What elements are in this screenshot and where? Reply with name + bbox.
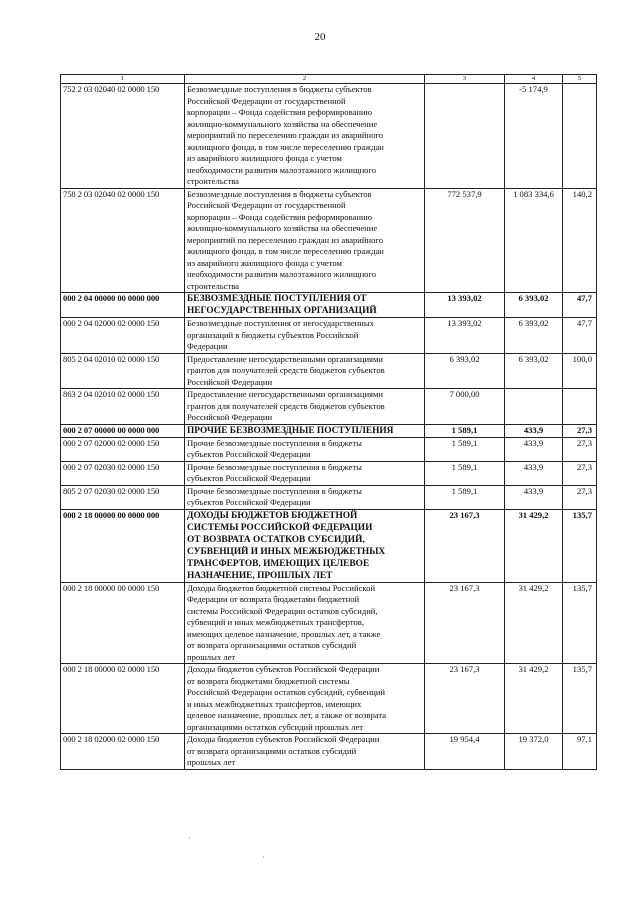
percent-cell: 135,7	[563, 582, 597, 664]
budget-code-cell: 752 2 03 02040 02 0000 150	[61, 84, 185, 189]
budget-code-cell: 000 2 07 02000 02 0000 150	[61, 437, 185, 461]
revenue-name-line: жилищно-коммунального хозяйства на обеспечение	[187, 118, 378, 129]
revenue-name-line: грантов для получателей средств бюджетов субъектов	[187, 400, 385, 411]
revenue-name-line: организаций в бюджеты субъектов Российской	[187, 329, 359, 340]
actual-amount-cell: 31 429,2	[505, 664, 563, 734]
column-number: 5	[563, 75, 597, 84]
plan-amount-cell: 6 393,02	[425, 353, 505, 389]
table-row	[61, 509, 597, 582]
plan-amount-cell: 1 589,1	[425, 461, 505, 485]
revenue-name-line: Российской Федерации	[187, 376, 273, 387]
actual-amount-cell: 31 429,2	[505, 582, 563, 664]
actual-amount-cell: 6 393,02	[505, 293, 563, 318]
revenue-name-line: Федерации от возврата бюджетами бюджетной	[187, 594, 360, 604]
revenue-name-line: Российской Федерации от государственной	[187, 95, 346, 106]
plan-amount-cell: 7 000,00	[425, 389, 505, 425]
revenue-name-line: Российской Федерации остатков субсидий, субвенций	[187, 687, 386, 697]
percent-cell: 27,3	[563, 485, 597, 509]
plan-amount-cell: 23 167,3	[425, 664, 505, 734]
plan-amount-cell: 1 589,1	[425, 437, 505, 461]
revenue-name-line: Доходы бюджетов субъектов Российской Федерации	[187, 734, 380, 744]
budget-code-cell: 000 2 07 00000 00 0000 000	[61, 424, 185, 437]
column-number-row	[61, 75, 597, 84]
revenue-name-cell	[185, 734, 425, 770]
percent-cell: 97,1	[563, 734, 597, 770]
revenue-name-line: Предоставление негосударственными организациями	[187, 353, 384, 364]
percent-cell	[563, 389, 597, 425]
column-number: 1	[61, 75, 185, 84]
scan-speck: ·	[262, 852, 265, 862]
revenue-name-cell	[185, 84, 425, 189]
actual-amount-cell: 1 083 334,6	[505, 188, 563, 293]
budget-code-cell: 000 2 18 02000 02 0000 150	[61, 734, 185, 770]
revenue-name-line: Прочие безвозмездные поступления в бюджеты	[187, 437, 362, 448]
revenue-name-line: прошлых лет	[187, 651, 236, 662]
revenue-name-line: целевое назначение, прошлых лет, а также от возврата	[187, 710, 387, 720]
column-number: 3	[425, 75, 505, 84]
revenue-name-line: БЕЗВОЗМЕЗДНЫЕ ПОСТУПЛЕНИЯ ОТ	[187, 294, 367, 304]
revenue-name-line: мероприятий по переселению граждан из аварийного	[187, 234, 384, 245]
revenue-name-line: Безвозмездные поступления от негосударственных	[187, 318, 374, 328]
budget-code-cell: 758 2 03 02040 02 0000 150	[61, 188, 185, 293]
revenue-name-cell	[185, 485, 425, 509]
revenue-name-cell	[185, 437, 425, 461]
revenue-name-line: прошлых лет	[187, 757, 236, 767]
revenue-name-line: НАЗНАЧЕНИЕ, ПРОШЛЫХ ЛЕТ	[187, 570, 333, 581]
percent-cell: 47,7	[563, 293, 597, 318]
revenue-name-line: корпорации – Фонда содействия реформированию	[187, 107, 372, 117]
actual-amount-cell: 6 393,02	[505, 318, 563, 354]
revenue-name-line: строительства	[187, 280, 239, 291]
revenue-name-line: Доходы бюджетов субъектов Российской Федерации	[187, 664, 380, 674]
budget-code-cell: 000 2 18 00000 00 0000 000	[61, 509, 185, 582]
plan-amount-cell: 23 167,3	[425, 582, 505, 664]
revenue-name-line: мероприятий по переселению граждан из аварийного	[187, 130, 384, 140]
revenue-name-cell	[185, 188, 425, 293]
plan-amount-cell: 19 954,4	[425, 734, 505, 770]
revenue-name-cell	[185, 582, 425, 664]
percent-cell: 135,7	[563, 509, 597, 582]
actual-amount-cell: 19 372,0	[505, 734, 563, 770]
table-row	[61, 188, 597, 293]
revenue-name-line: имеющих целевое назначение, прошлых лет, а также	[187, 628, 381, 639]
budget-code-cell: 000 2 07 02030 02 0000 150	[61, 461, 185, 485]
revenue-table	[60, 74, 597, 770]
budget-code-cell: 000 2 04 00000 00 0000 000	[61, 293, 185, 318]
percent-cell: 27,3	[563, 437, 597, 461]
revenue-name-cell	[185, 389, 425, 425]
table-row	[61, 437, 597, 461]
percent-cell: 47,7	[563, 318, 597, 354]
percent-cell	[563, 84, 597, 189]
revenue-name-line: от возврата бюджетами бюджетной системы	[187, 675, 350, 686]
revenue-name-line: ДОХОДЫ БЮДЖЕТОВ БЮДЖЕТНОЙ	[187, 510, 358, 521]
revenue-name-line: из аварийного жилищного фонда с учетом	[187, 153, 342, 163]
revenue-name-line: Прочие безвозмездные поступления в бюджеты	[187, 461, 362, 472]
scan-speck: ·	[188, 833, 191, 843]
revenue-name-line: от возврата организациями остатков субсидий	[187, 640, 357, 650]
actual-amount-cell: 6 393,02	[505, 353, 563, 389]
revenue-name-cell	[185, 664, 425, 734]
actual-amount-cell	[505, 389, 563, 425]
revenue-name-line: ПРОЧИЕ БЕЗВОЗМЕЗДНЫЕ ПОСТУПЛЕНИЯ	[187, 425, 394, 436]
column-number: 4	[505, 75, 563, 84]
revenue-name-line: жилищного фонда, в том числе переселению граждан	[187, 141, 384, 152]
table-row	[61, 353, 597, 389]
table-row	[61, 582, 597, 664]
table-row	[61, 664, 597, 734]
revenue-name-line: и иных межбюджетных трансфертов, имеющих	[187, 698, 362, 709]
revenue-name-line: Прочие безвозмездные поступления в бюджеты	[187, 485, 362, 496]
revenue-name-line: НЕГОСУДАРСТВЕННЫХ ОРГАНИЗАЦИЙ	[187, 306, 377, 316]
plan-amount-cell: 1 589,1	[425, 485, 505, 509]
actual-amount-cell: 433,9	[505, 424, 563, 437]
percent-cell: 100,0	[563, 353, 597, 389]
actual-amount-cell: -5 174,9	[505, 84, 563, 189]
table-row	[61, 461, 597, 485]
revenue-name-line: СУБВЕНЦИЙ И ИНЫХ МЕЖБЮДЖЕТНЫХ	[187, 546, 386, 557]
plan-amount-cell: 772 537,9	[425, 188, 505, 293]
table-row	[61, 485, 597, 509]
actual-amount-cell: 433,9	[505, 461, 563, 485]
actual-amount-cell: 433,9	[505, 437, 563, 461]
revenue-name-line: строительства	[187, 176, 239, 186]
revenue-name-cell	[185, 318, 425, 354]
revenue-name-line: грантов для получателей средств бюджетов субъектов	[187, 365, 385, 375]
revenue-name-line: СИСТЕМЫ РОССИЙСКОЙ ФЕДЕРАЦИИ	[187, 522, 373, 533]
revenue-name-line: Предоставление негосударственными организациями	[187, 389, 384, 399]
revenue-name-cell	[185, 461, 425, 485]
revenue-name-line: субъектов Российской Федерации	[187, 473, 311, 483]
percent-cell: 27,3	[563, 461, 597, 485]
plan-amount-cell: 13 393,02	[425, 293, 505, 318]
budget-code-cell: 805 2 04 02010 02 0000 150	[61, 353, 185, 389]
percent-cell: 27,3	[563, 424, 597, 437]
revenue-name-line: Российской Федерации	[187, 412, 273, 422]
percent-cell: 140,2	[563, 188, 597, 293]
revenue-name-line: ОТ ВОЗВРАТА ОСТАТКОВ СУБСИДИЙ,	[187, 534, 365, 545]
page-number: 20	[314, 31, 326, 43]
revenue-name-line: необходимости развития малоэтажного жилищного	[187, 164, 377, 175]
revenue-name-cell	[185, 293, 425, 318]
budget-code-cell: 000 2 18 00000 02 0000 150	[61, 664, 185, 734]
budget-code-cell: 000 2 04 02000 02 0000 150	[61, 318, 185, 354]
revenue-name-cell	[185, 509, 425, 582]
revenue-name-line: из аварийного жилищного фонда с учетом	[187, 257, 342, 268]
revenue-name-line: субъектов Российской Федерации	[187, 449, 311, 459]
revenue-name-line: Российской Федерации от государственной	[187, 200, 346, 210]
table-body	[61, 75, 597, 770]
plan-amount-cell	[425, 84, 505, 189]
plan-amount-cell: 13 393,02	[425, 318, 505, 354]
revenue-name-line: субвенций и иных межбюджетных трансфертов,	[187, 617, 365, 627]
revenue-name-line: Безвозмездные поступления в бюджеты субъектов	[187, 84, 372, 94]
budget-code-cell: 000 2 18 00000 00 0000 150	[61, 582, 185, 664]
table-row	[61, 84, 597, 189]
revenue-name-line: корпорации – Фонда содействия реформированию	[187, 211, 372, 222]
revenue-name-line: жилищного фонда, в том числе переселению граждан	[187, 246, 384, 256]
revenue-name-cell	[185, 424, 425, 437]
revenue-name-line: от возврата организациями остатков субсидий	[187, 745, 357, 756]
percent-cell: 135,7	[563, 664, 597, 734]
actual-amount-cell: 31 429,2	[505, 509, 563, 582]
revenue-name-line: жилищно-коммунального хозяйства на обеспечение	[187, 223, 378, 233]
column-number: 2	[185, 75, 425, 84]
table-row	[61, 734, 597, 770]
revenue-name-line: системы Российской Федерации остатков субсидий,	[187, 605, 378, 616]
table-row	[61, 293, 597, 318]
plan-amount-cell: 1 589,1	[425, 424, 505, 437]
revenue-name-line: организациями остатков субсидий прошлых лет	[187, 721, 364, 732]
revenue-name-line: Безвозмездные поступления в бюджеты субъектов	[187, 188, 372, 199]
revenue-name-line: Федерации	[187, 341, 228, 351]
budget-code-cell: 805 2 07 02030 02 0000 150	[61, 485, 185, 509]
table-row	[61, 318, 597, 354]
revenue-name-cell	[185, 353, 425, 389]
table-row	[61, 424, 597, 437]
revenue-name-line: необходимости развития малоэтажного жилищного	[187, 269, 377, 279]
table-row	[61, 389, 597, 425]
plan-amount-cell: 23 167,3	[425, 509, 505, 582]
revenue-name-line: ТРАНСФЕРТОВ, ИМЕЮЩИХ ЦЕЛЕВОЕ	[187, 558, 370, 569]
revenue-name-line: Доходы бюджетов бюджетной системы Российской	[187, 582, 376, 593]
actual-amount-cell: 433,9	[505, 485, 563, 509]
revenue-name-line: субъектов Российской Федерации	[187, 497, 311, 507]
budget-code-cell: 863 2 04 02010 02 0000 150	[61, 389, 185, 425]
